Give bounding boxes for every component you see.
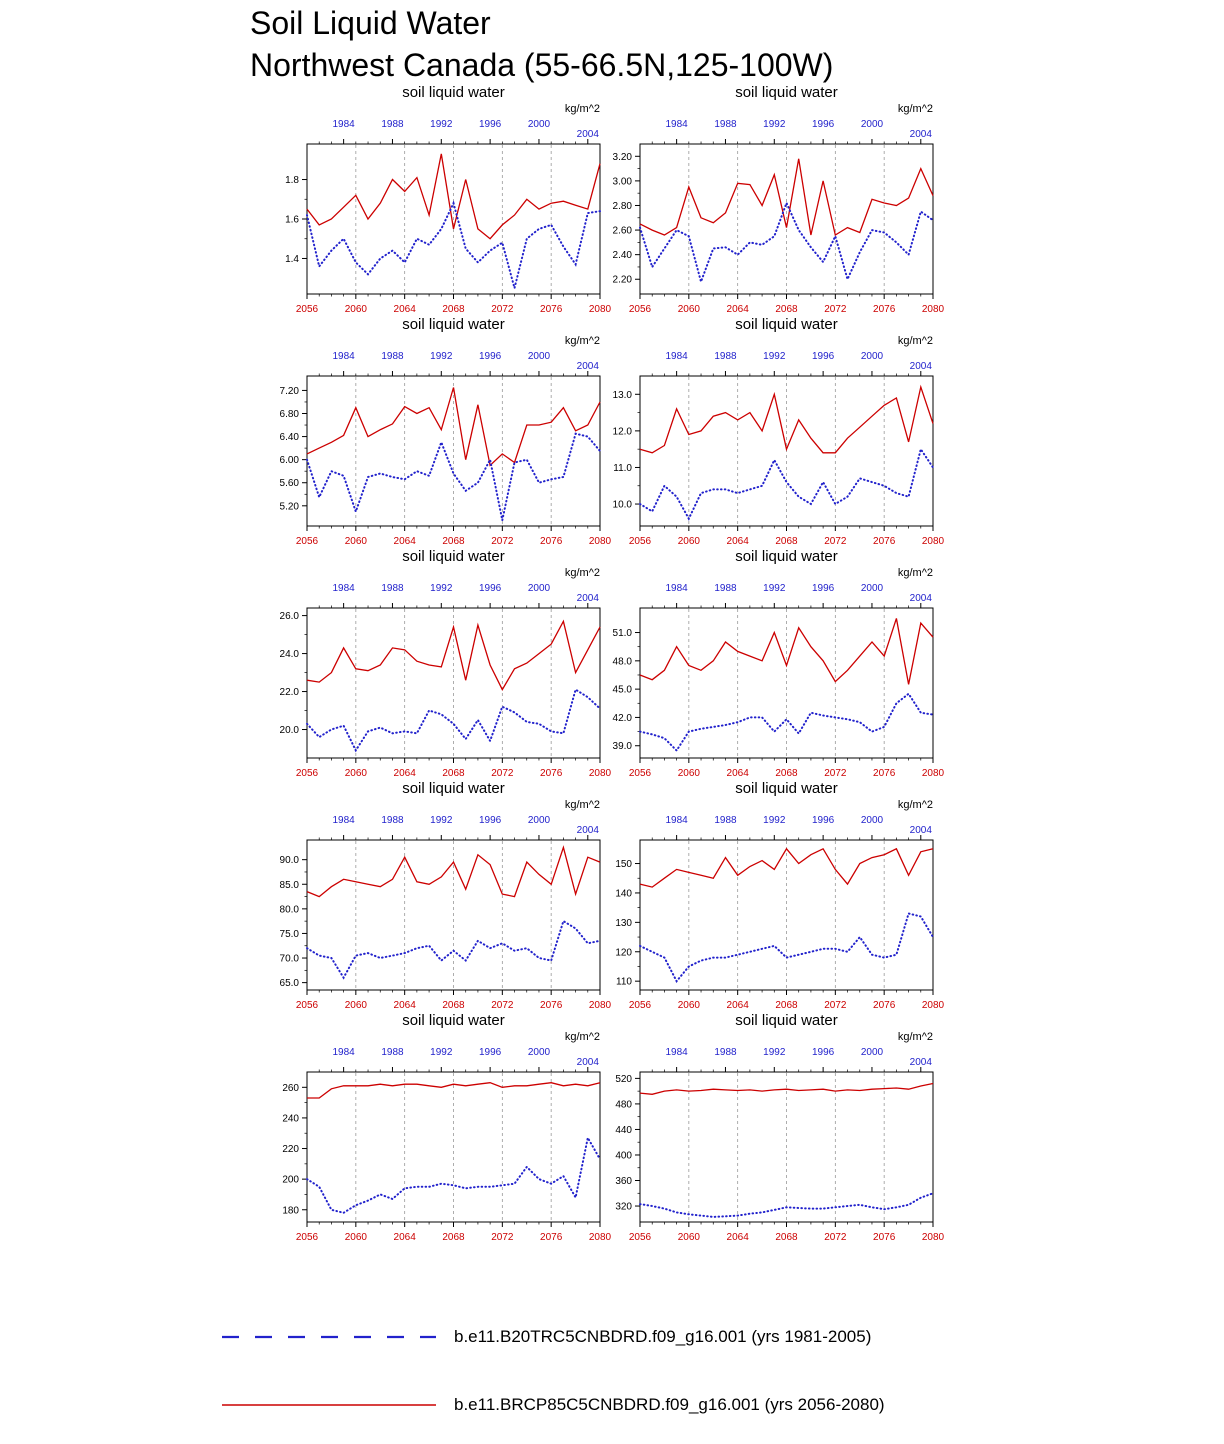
top-axis-year: 1988 [381,119,404,130]
bottom-axis-year: 2068 [775,1232,798,1243]
top-axis-year: 2000 [527,351,551,362]
top-axis-year: 1988 [381,583,404,594]
series-historical-line [640,449,933,519]
y-axis-tick-label: 10.0 [612,499,632,511]
chart-panel-10 [588,1010,948,1248]
series-historical-line [640,914,933,982]
chart-svg-6 [588,546,948,784]
bottom-axis-year: 2056 [628,1000,652,1011]
y-axis-tick-label: 2.60 [612,225,632,237]
y-axis-tick-label: 80.0 [279,904,299,916]
chart-title: soil liquid water [735,316,838,333]
top-axis-year: 2000 [527,815,551,826]
chart-panel-9 [255,1010,615,1248]
top-axis-year: 1984 [332,583,355,594]
bottom-axis-year: 2056 [295,304,319,315]
bottom-axis-year: 2068 [775,768,798,779]
legend-label-rcp85: b.e11.BRCP85C5CNBDRD.f09_g16.001 (yrs 2056-2080) [454,1395,885,1414]
bottom-axis-year: 2056 [295,1000,319,1011]
chart-svg-10 [588,1010,948,1248]
bottom-axis-year: 2064 [726,768,749,779]
top-axis-year: 1992 [430,815,453,826]
chart-panel-5 [255,546,615,784]
y-axis-tick-label: 200 [282,1174,299,1186]
bottom-axis-year: 2076 [540,1000,563,1011]
top-axis-year: 1992 [430,119,453,130]
top-axis-year: 1992 [763,351,786,362]
y-axis-tick-label: 75.0 [279,928,299,940]
chart-svg-1 [255,82,615,320]
y-axis-tick-label: 5.20 [279,501,299,513]
unit-label: kg/m^2 [897,799,933,811]
top-axis-year: 1996 [479,1047,502,1058]
top-axis-year: 1984 [665,1047,688,1058]
chart-svg-8 [588,778,948,1016]
bottom-axis-year: 2072 [491,304,514,315]
top-axis-year: 1984 [665,351,688,362]
top-axis-year: 2000 [527,1047,551,1058]
top-axis-year: 2000 [860,119,884,130]
y-axis-tick-label: 85.0 [279,879,299,891]
series-historical-line [307,203,600,288]
unit-label: kg/m^2 [897,103,933,115]
top-axis-year: 1988 [714,583,737,594]
y-axis-tick-label: 39.0 [612,741,632,753]
top-axis-year: 1984 [665,583,688,594]
series-historical-line [307,434,600,521]
top-axis-year: 1992 [763,119,786,130]
y-axis-tick-label: 6.40 [279,432,299,444]
chart-svg-3 [255,314,615,552]
y-axis-tick-label: 51.0 [612,628,632,640]
y-axis-tick-label: 260 [282,1082,299,1094]
top-axis-year: 1984 [332,815,355,826]
bottom-axis-year: 2060 [677,536,700,547]
y-axis-tick-label: 70.0 [279,953,299,965]
bottom-axis-year: 2068 [442,1232,465,1243]
y-axis-tick-label: 12.0 [612,426,632,438]
top-axis-year: 2000 [860,815,884,826]
bottom-axis-year: 2072 [824,536,847,547]
y-axis-tick-label: 2.20 [612,274,632,286]
chart-svg-7 [255,778,615,1016]
y-axis-tick-label: 440 [615,1124,632,1136]
y-axis-tick-label: 42.0 [612,712,632,724]
y-axis-tick-label: 320 [615,1201,632,1213]
bottom-axis-year: 2076 [873,536,896,547]
bottom-axis-year: 2072 [824,768,847,779]
bottom-axis-year: 2076 [540,304,563,315]
chart-title: soil liquid water [402,780,505,797]
top-axis-year: 1992 [763,815,786,826]
legend-item-historical [218,1326,871,1348]
top-axis-year: 1996 [812,351,835,362]
chart-panel-6 [588,546,948,784]
y-axis-tick-label: 6.80 [279,409,299,420]
top-axis-year: 1996 [812,815,835,826]
bottom-axis-year: 2080 [921,536,945,547]
bottom-axis-year: 2076 [873,1232,896,1243]
chart-title: soil liquid water [402,1012,505,1029]
bottom-axis-year: 2056 [628,304,652,315]
bottom-axis-year: 2080 [588,536,612,547]
y-axis-tick-label: 6.00 [279,455,299,467]
top-axis-year: 1992 [430,351,453,362]
y-axis-tick-label: 3.00 [612,176,632,188]
bottom-axis-year: 2064 [393,304,416,315]
top-axis-year: 1988 [381,1047,404,1058]
bottom-axis-year: 2076 [540,1232,563,1243]
top-axis-year: 1984 [332,119,355,130]
top-axis-year: 2004 [576,593,599,604]
top-axis-year: 2004 [909,593,932,604]
y-axis-tick-label: 22.0 [279,687,299,699]
chart-title: soil liquid water [735,84,838,101]
chart-title: soil liquid water [402,316,505,333]
y-axis-tick-label: 24.0 [279,649,299,661]
bottom-axis-year: 2064 [726,304,749,315]
legend-dashed-line-sample [218,1327,440,1347]
top-axis-year: 1996 [479,583,502,594]
figure-title-line2: Northwest Canada (55-66.5N,125-100W) [250,47,834,83]
y-axis-tick-label: 1.8 [285,175,299,187]
y-axis-tick-label: 1.4 [285,253,299,265]
y-axis-tick-label: 110 [616,976,632,988]
y-axis-tick-label: 130 [615,917,632,929]
bottom-axis-year: 2064 [726,536,749,547]
bottom-axis-year: 2060 [344,768,367,779]
y-axis-tick-label: 11.0 [613,462,632,474]
chart-panel-3 [255,314,615,552]
bottom-axis-year: 2064 [393,1232,416,1243]
bottom-axis-year: 2060 [677,1000,700,1011]
top-axis-year: 1988 [381,351,404,362]
y-axis-tick-label: 2.40 [612,250,632,262]
bottom-axis-year: 2068 [442,1000,465,1011]
legend-item-rcp85 [218,1394,885,1416]
top-axis-year: 2000 [527,119,551,130]
bottom-axis-year: 2056 [628,768,652,779]
chart-svg-5 [255,546,615,784]
series-rcp85-line [307,154,600,239]
bottom-axis-year: 2076 [873,768,896,779]
bottom-axis-year: 2064 [393,768,416,779]
bottom-axis-year: 2072 [491,768,514,779]
y-axis-tick-label: 7.20 [279,385,299,397]
legend-label-historical: b.e11.B20TRC5CNBDRD.f09_g16.001 (yrs 1981-2005) [454,1327,872,1346]
top-axis-year: 2000 [860,351,884,362]
top-axis-year: 2004 [576,825,599,836]
top-axis-year: 2004 [909,825,932,836]
top-axis-year: 1988 [714,119,737,130]
bottom-axis-year: 2080 [921,768,945,779]
bottom-axis-year: 2056 [295,536,319,547]
y-axis-tick-label: 240 [282,1113,299,1125]
bottom-axis-year: 2068 [442,304,465,315]
top-axis-year: 1992 [763,1047,786,1058]
chart-panel-2 [588,82,948,320]
chart-panel-4 [588,314,948,552]
bottom-axis-year: 2068 [775,1000,798,1011]
top-axis-year: 2004 [576,129,599,140]
top-axis-year: 1992 [430,1047,453,1058]
bottom-axis-year: 2056 [295,768,319,779]
y-axis-tick-label: 90.0 [279,855,299,867]
bottom-axis-year: 2064 [726,1000,749,1011]
chart-panel-8 [588,778,948,1016]
top-axis-year: 2004 [909,361,932,372]
unit-label: kg/m^2 [897,335,933,347]
bottom-axis-year: 2072 [491,536,514,547]
legend-solid-line-sample [218,1395,440,1415]
y-axis-tick-label: 180 [282,1205,299,1217]
top-axis-year: 2000 [527,583,551,594]
bottom-axis-year: 2060 [344,1000,367,1011]
bottom-axis-year: 2076 [873,304,896,315]
top-axis-year: 1984 [665,119,688,130]
bottom-axis-year: 2072 [491,1232,514,1243]
bottom-axis-year: 2060 [344,304,367,315]
top-axis-year: 1984 [332,351,355,362]
figure-title-line1: Soil Liquid Water [250,5,491,41]
top-axis-year: 1984 [332,1047,355,1058]
unit-label: kg/m^2 [564,335,600,347]
bottom-axis-year: 2072 [491,1000,514,1011]
chart-title: soil liquid water [402,84,505,101]
top-axis-year: 2000 [860,583,884,594]
bottom-axis-year: 2080 [921,304,945,315]
y-axis-tick-label: 2.80 [612,200,632,212]
y-axis-tick-label: 520 [615,1073,632,1085]
unit-label: kg/m^2 [564,103,600,115]
top-axis-year: 1988 [714,1047,737,1058]
y-axis-tick-label: 3.20 [612,151,632,163]
bottom-axis-year: 2068 [775,536,798,547]
bottom-axis-year: 2080 [921,1000,945,1011]
bottom-axis-year: 2072 [824,1232,847,1243]
top-axis-year: 2004 [909,129,932,140]
bottom-axis-year: 2056 [295,1232,319,1243]
chart-svg-4 [588,314,948,552]
chart-panel-1 [255,82,615,320]
series-rcp85-line [307,1083,600,1098]
bottom-axis-year: 2076 [540,536,563,547]
top-axis-year: 1988 [714,815,737,826]
unit-label: kg/m^2 [564,799,600,811]
y-axis-tick-label: 26.0 [279,611,299,623]
top-axis-year: 1988 [714,351,737,362]
chart-title: soil liquid water [735,548,838,565]
chart-title: soil liquid water [735,1012,838,1029]
unit-label: kg/m^2 [897,1031,933,1043]
bottom-axis-year: 2080 [588,768,612,779]
bottom-axis-year: 2060 [677,304,700,315]
y-axis-tick-label: 360 [615,1176,632,1188]
y-axis-tick-label: 48.0 [612,656,632,668]
bottom-axis-year: 2064 [726,1232,749,1243]
bottom-axis-year: 2076 [540,768,563,779]
bottom-axis-year: 2064 [393,1000,416,1011]
bottom-axis-year: 2056 [628,1232,652,1243]
bottom-axis-year: 2068 [442,536,465,547]
series-rcp85-line [307,621,600,689]
top-axis-year: 1988 [381,815,404,826]
y-axis-tick-label: 20.0 [279,725,299,737]
bottom-axis-year: 2060 [677,1232,700,1243]
bottom-axis-year: 2068 [775,304,798,315]
chart-svg-2 [588,82,948,320]
chart-svg-9 [255,1010,615,1248]
y-axis-tick-label: 150 [615,859,632,871]
bottom-axis-year: 2060 [344,536,367,547]
chart-title: soil liquid water [735,780,838,797]
top-axis-year: 2004 [909,1057,932,1068]
bottom-axis-year: 2060 [344,1232,367,1243]
top-axis-year: 2004 [576,1057,599,1068]
y-axis-tick-label: 220 [282,1144,299,1156]
top-axis-year: 1996 [812,583,835,594]
bottom-axis-year: 2080 [588,304,612,315]
bottom-axis-year: 2080 [588,1232,612,1243]
chart-panel-7 [255,778,615,1016]
bottom-axis-year: 2056 [628,536,652,547]
top-axis-year: 2000 [860,1047,884,1058]
top-axis-year: 1984 [665,815,688,826]
top-axis-year: 1996 [479,815,502,826]
bottom-axis-year: 2072 [824,304,847,315]
y-axis-tick-label: 45.0 [612,684,632,696]
top-axis-year: 2004 [576,361,599,372]
chart-title: soil liquid water [402,548,505,565]
bottom-axis-year: 2080 [921,1232,945,1243]
top-axis-year: 1992 [430,583,453,594]
top-axis-year: 1996 [479,351,502,362]
bottom-axis-year: 2068 [442,768,465,779]
bottom-axis-year: 2080 [588,1000,612,1011]
y-axis-tick-label: 120 [615,947,632,959]
y-axis-tick-label: 5.60 [279,478,299,490]
unit-label: kg/m^2 [564,1031,600,1043]
y-axis-tick-label: 480 [615,1099,632,1111]
top-axis-year: 1996 [479,119,502,130]
y-axis-tick-label: 13.0 [612,389,632,401]
top-axis-year: 1996 [812,1047,835,1058]
unit-label: kg/m^2 [897,567,933,579]
y-axis-tick-label: 140 [615,888,632,900]
top-axis-year: 1992 [763,583,786,594]
bottom-axis-year: 2060 [677,768,700,779]
y-axis-tick-label: 400 [615,1150,632,1162]
top-axis-year: 1996 [812,119,835,130]
unit-label: kg/m^2 [564,567,600,579]
bottom-axis-year: 2064 [393,536,416,547]
y-axis-tick-label: 65.0 [279,978,299,990]
y-axis-tick-label: 1.6 [285,214,299,226]
bottom-axis-year: 2076 [873,1000,896,1011]
bottom-axis-year: 2072 [824,1000,847,1011]
